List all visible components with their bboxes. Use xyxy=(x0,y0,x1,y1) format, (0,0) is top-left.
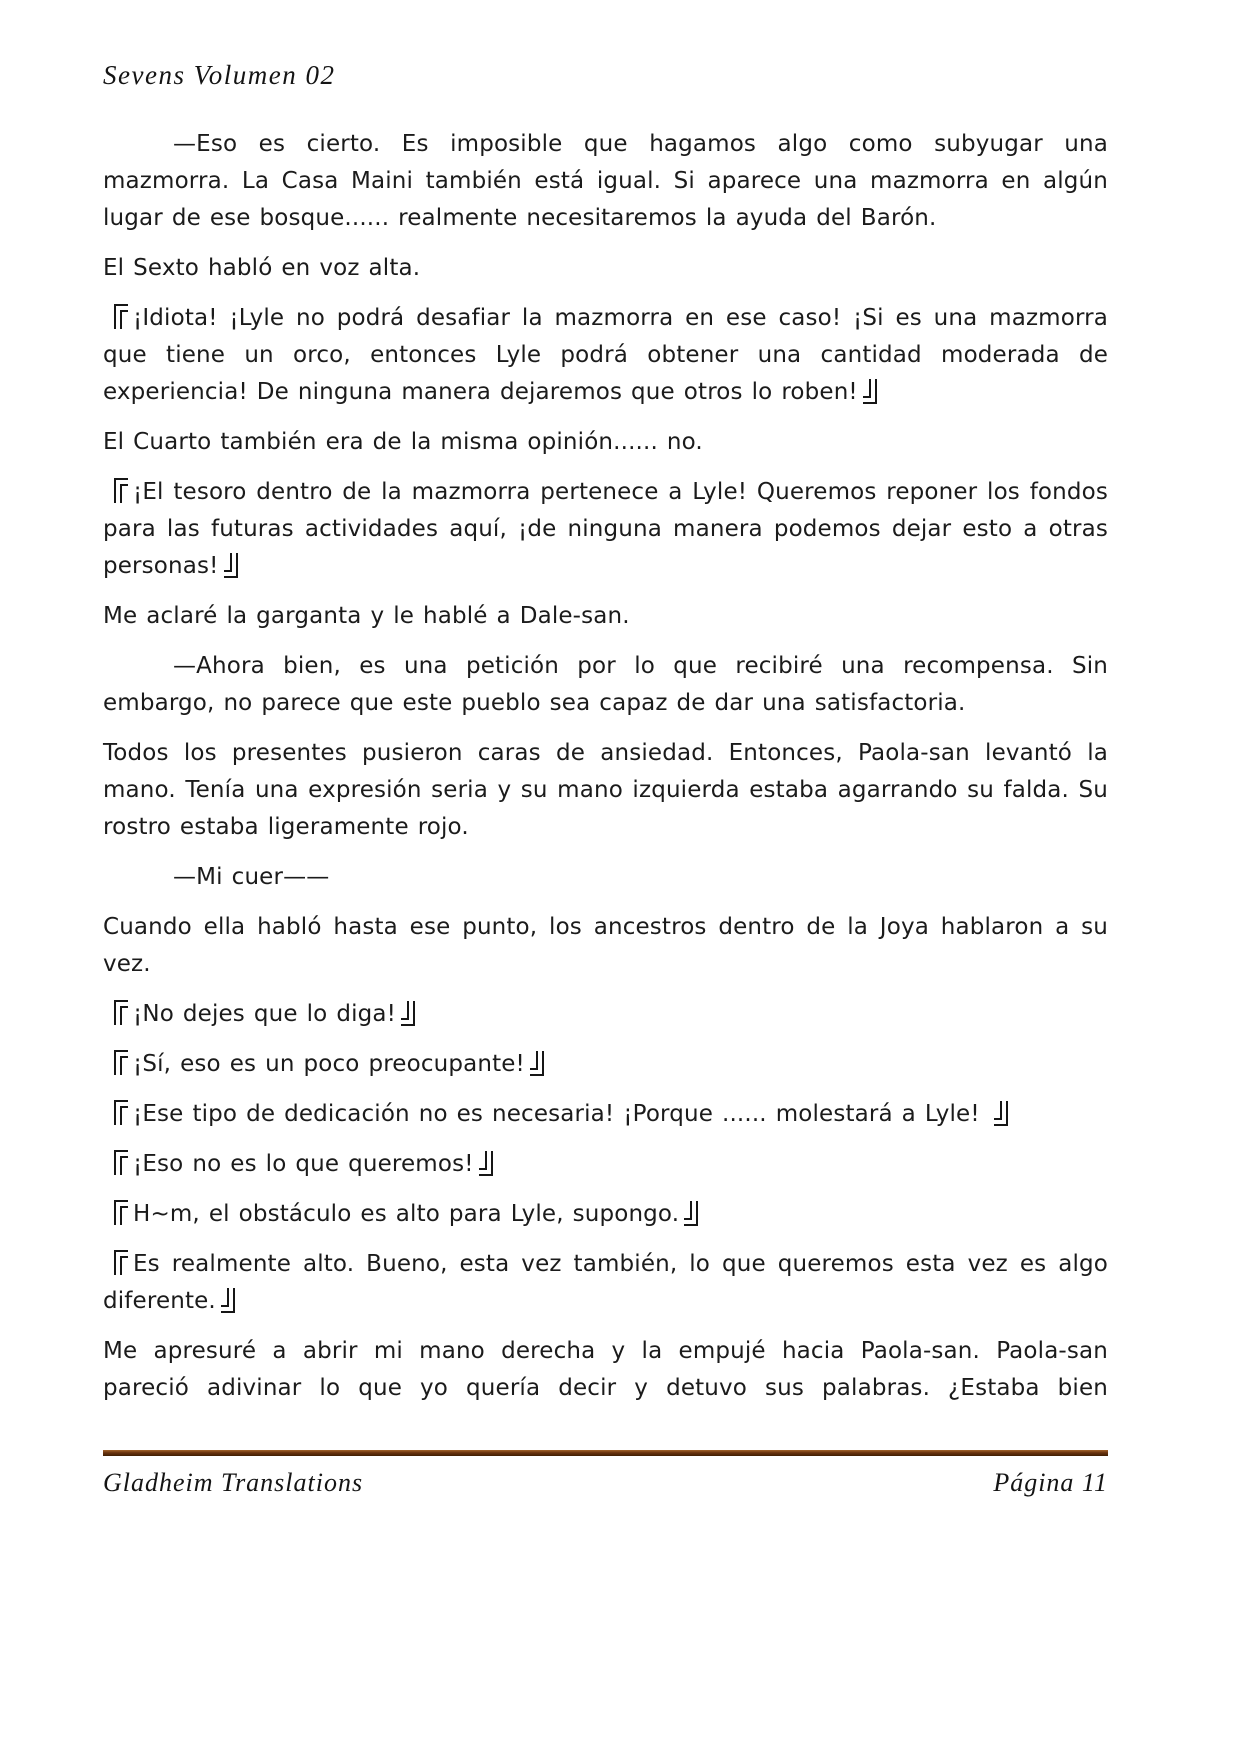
footer-row xyxy=(103,1468,1108,1498)
page-header xyxy=(103,60,1108,91)
document-body xyxy=(103,126,1108,1420)
page-footer xyxy=(103,1450,1108,1498)
footer-divider xyxy=(103,1450,1108,1456)
close-corner-bracket-icon xyxy=(220,1287,235,1313)
open-corner-bracket-icon xyxy=(114,1250,129,1276)
paragraph: ¡El tesoro dentro de la mazmorra pertenece a Lyle! Queremos reponer los fondos para las futuras actividades aquí, ¡de ninguna manera podemos dejar esto a otras personas! xyxy=(103,479,1108,579)
paragraph: El Sexto habló en voz alta. xyxy=(103,255,421,281)
open-corner-bracket-icon xyxy=(114,1000,129,1026)
paragraph: ¡Eso no es lo que queremos! xyxy=(103,1146,1108,1183)
paragraph: ¡Sí, eso es un poco preocupante! xyxy=(103,1046,1108,1083)
open-corner-bracket-icon xyxy=(114,1100,129,1126)
close-corner-bracket-icon xyxy=(993,1100,1008,1126)
paragraph: Es realmente alto. Bueno, esta vez también, lo que queremos esta vez es algo diferente. xyxy=(103,1251,1108,1314)
open-corner-bracket-icon xyxy=(114,1050,129,1076)
paragraph: Me apresuré a abrir mi mano derecha y la empujé hacia Paola-san. Paola-san pareció adivinar lo que yo quería decir y detuvo sus palabras. ¿Estaba bien xyxy=(103,1338,1108,1401)
footer-translator-credit: Gladheim Translations xyxy=(103,1468,364,1497)
paragraph: El Cuarto también era de la misma opinión...... no. xyxy=(103,429,703,455)
open-corner-bracket-icon xyxy=(114,304,129,330)
open-corner-bracket-icon xyxy=(114,478,129,504)
paragraph: ¡Ese tipo de dedicación no es necesaria! ¡Porque ...... molestará a Lyle! xyxy=(103,1096,1108,1133)
open-corner-bracket-icon xyxy=(114,1150,129,1176)
header-title: Sevens Volumen 02 xyxy=(103,60,336,90)
paragraph: —Eso es cierto. Es imposible que hagamos algo como subyugar una mazmorra. La Casa Maini también está igual. Si aparece una mazmorra en algún lugar de ese bosque...... realmente necesitaremos la ayuda del Barón. xyxy=(103,131,1108,231)
close-corner-bracket-icon xyxy=(400,1000,415,1026)
close-corner-bracket-icon xyxy=(529,1050,544,1076)
paragraph: ¡No dejes que lo diga! xyxy=(103,996,1108,1033)
open-corner-bracket-icon xyxy=(114,1200,129,1226)
paragraph: —Ahora bien, es una petición por lo que recibiré una recompensa. Sin embargo, no parece que este pueblo sea capaz de dar una satisfactoria. xyxy=(103,653,1108,716)
paragraph: ¡Idiota! ¡Lyle no podrá desafiar la mazmorra en ese caso! ¡Si es una mazmorra que tiene un orco, entonces Lyle podrá obtener una cantidad moderada de experiencia! De ninguna manera dejaremos que otros lo roben! xyxy=(103,305,1108,405)
paragraph: Cuando ella habló hasta ese punto, los ancestros dentro de la Joya hablaron a su vez. xyxy=(103,914,1108,977)
close-corner-bracket-icon xyxy=(478,1150,493,1176)
close-corner-bracket-icon xyxy=(223,552,238,578)
paragraph: Me aclaré la garganta y le hablé a Dale-san. xyxy=(103,603,630,629)
paragraph: H~m, el obstáculo es alto para Lyle, supongo. xyxy=(103,1196,1108,1233)
footer-page-number: Página 11 xyxy=(993,1468,1108,1497)
paragraph: —Mi cuer—— xyxy=(173,864,330,890)
close-corner-bracket-icon xyxy=(862,378,877,404)
paragraph: Todos los presentes pusieron caras de ansiedad. Entonces, Paola-san levantó la mano. Tenía una expresión seria y su mano izquierda estaba agarrando su falda. Su rostro estaba ligeramente rojo. xyxy=(103,740,1108,840)
close-corner-bracket-icon xyxy=(683,1200,698,1226)
